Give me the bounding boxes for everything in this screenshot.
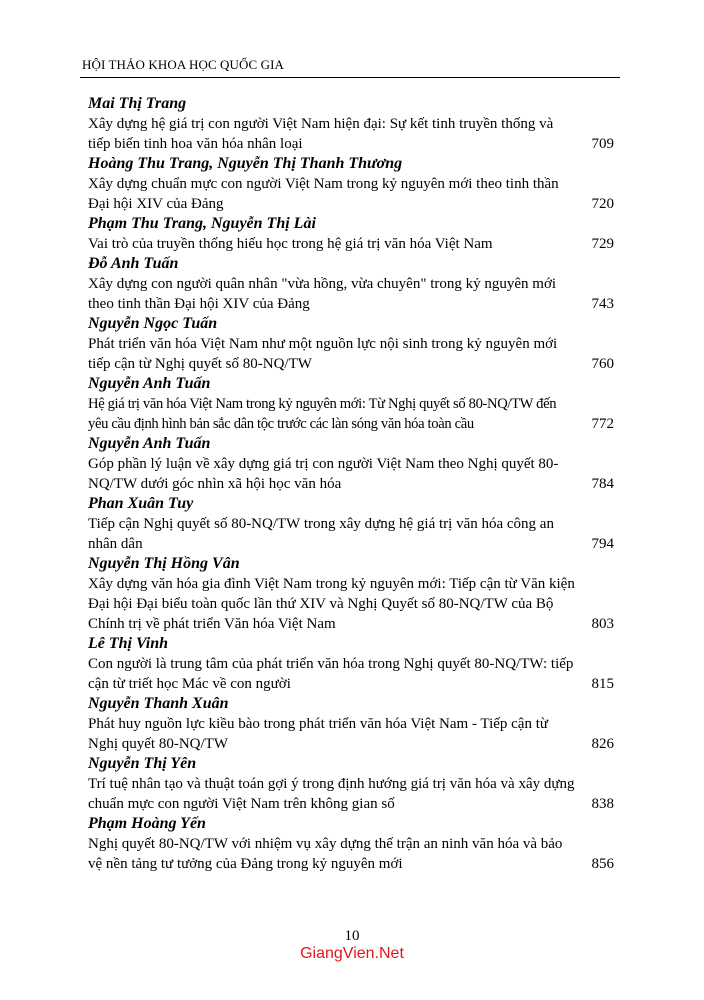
- toc-page-number: 784: [591, 476, 614, 492]
- toc-author: Nguyễn Thị Hồng Vân: [88, 555, 240, 572]
- toc-title: Con người là trung tâm của phát triển văn hóa trong Nghị quyết 80-NQ/TW: tiếp cận từ triết học Mác về con người: [88, 656, 574, 692]
- toc-author: Nguyễn Anh Tuấn: [88, 375, 211, 392]
- toc-title: Hệ giá trị văn hóa Việt Nam trong kỷ nguyên mới: Từ Nghị quyết số 80-NQ/TW đến yêu cầu định hình bản sắc dân tộc trước các làn sóng văn hóa toàn cầu: [88, 396, 557, 432]
- toc-page-number: 815: [591, 676, 614, 692]
- toc-page-number: 826: [591, 736, 614, 752]
- toc-page-number: 794: [591, 536, 614, 552]
- toc-title: Tiếp cận Nghị quyết số 80-NQ/TW trong xây dựng hệ giá trị văn hóa công an nhân dân: [88, 516, 554, 552]
- toc-page-number: 772: [591, 416, 614, 432]
- toc-author: Hoàng Thu Trang, Nguyễn Thị Thanh Thương: [88, 155, 403, 172]
- toc-entry[interactable]: [88, 814, 614, 874]
- toc-page-number: 856: [591, 856, 614, 872]
- toc-title: Xây dựng hệ giá trị con người Việt Nam hiện đại: Sự kết tinh truyền thống và tiếp biến tinh hoa văn hóa nhân loại: [88, 116, 554, 152]
- toc-author: Nguyễn Anh Tuấn: [88, 435, 211, 452]
- toc-title: Trí tuệ nhân tạo và thuật toán gợi ý trong định hướng giá trị văn hóa và xây dựng chuẩn mực con người Việt Nam trên không gian số: [88, 776, 575, 812]
- toc-author: Lê Thị Vinh: [88, 635, 169, 652]
- toc-title: Vai trò của truyền thống hiếu học trong hệ giá trị văn hóa Việt Nam: [88, 236, 493, 252]
- toc-entry[interactable]: [88, 94, 614, 154]
- toc-entry[interactable]: [88, 374, 614, 434]
- toc-page-number: 720: [591, 196, 614, 212]
- toc-page-number: 760: [591, 356, 614, 372]
- toc-entry[interactable]: [88, 554, 614, 634]
- toc-title: Phát huy nguồn lực kiều bào trong phát triển văn hóa Việt Nam - Tiếp cận từ Nghị quyết 80-NQ/TW: [88, 716, 549, 752]
- toc-author: Đỗ Anh Tuấn: [88, 255, 179, 272]
- watermark: GiangVien.Net: [300, 945, 404, 962]
- toc-author: Phan Xuân Tuy: [88, 495, 194, 512]
- running-header: HỘI THẢO KHOA HỌC QUỐC GIA: [82, 57, 285, 72]
- toc-author: Nguyễn Thị Yên: [88, 755, 197, 772]
- toc-page-number: 729: [591, 236, 614, 252]
- toc-entry[interactable]: [88, 254, 614, 314]
- toc-entry[interactable]: [88, 754, 614, 814]
- table-of-contents: [88, 94, 614, 874]
- toc-page-number: 803: [591, 616, 614, 632]
- toc-entry[interactable]: [88, 154, 614, 214]
- toc-entry[interactable]: [88, 434, 614, 494]
- toc-title: Xây dựng văn hóa gia đình Việt Nam trong kỷ nguyên mới: Tiếp cận từ Văn kiện Đại hội Đại biểu toàn quốc lần thứ XIV và Nghị Quyết số 80-NQ/TW của Bộ Chính trị về phát triển Văn hóa Việt Nam: [88, 576, 575, 632]
- toc-entry[interactable]: [88, 214, 614, 254]
- toc-author: Phạm Thu Trang, Nguyễn Thị Lài: [88, 215, 316, 232]
- toc-entry[interactable]: [88, 494, 614, 554]
- toc-title: Nghị quyết 80-NQ/TW với nhiệm vụ xây dựng thế trận an ninh văn hóa và bảo vệ nền tảng tư tưởng của Đảng trong kỷ nguyên mới: [88, 836, 563, 872]
- toc-author: Mai Thị Trang: [88, 95, 187, 112]
- toc-entry[interactable]: [88, 694, 614, 754]
- toc-author: Phạm Hoàng Yến: [88, 815, 206, 832]
- toc-page-number: 743: [591, 296, 614, 312]
- toc-title: Xây dựng con người quân nhân "vừa hồng, vừa chuyên" trong kỷ nguyên mới theo tinh thần Đại hội XIV của Đảng: [88, 276, 557, 312]
- toc-page-number: 709: [591, 136, 614, 152]
- toc-entry[interactable]: [88, 314, 614, 374]
- toc-title: Xây dựng chuẩn mực con người Việt Nam trong kỷ nguyên mới theo tinh thần Đại hội XIV của Đảng: [88, 176, 559, 212]
- toc-author: Nguyễn Thanh Xuân: [88, 695, 229, 712]
- toc-title: Góp phần lý luận về xây dựng giá trị con người Việt Nam theo Nghị quyết 80-NQ/TW dưới góc nhìn xã hội học văn hóa: [88, 456, 559, 492]
- toc-author: Nguyễn Ngọc Tuấn: [88, 315, 218, 332]
- toc-title: Phát triển văn hóa Việt Nam như một nguồn lực nội sinh trong kỷ nguyên mới tiếp cận từ Nghị quyết số 80-NQ/TW: [88, 336, 558, 372]
- header-rule: [80, 77, 620, 78]
- toc-page-number: 838: [591, 796, 614, 812]
- page-number: 10: [344, 928, 360, 944]
- toc-entry[interactable]: [88, 634, 614, 694]
